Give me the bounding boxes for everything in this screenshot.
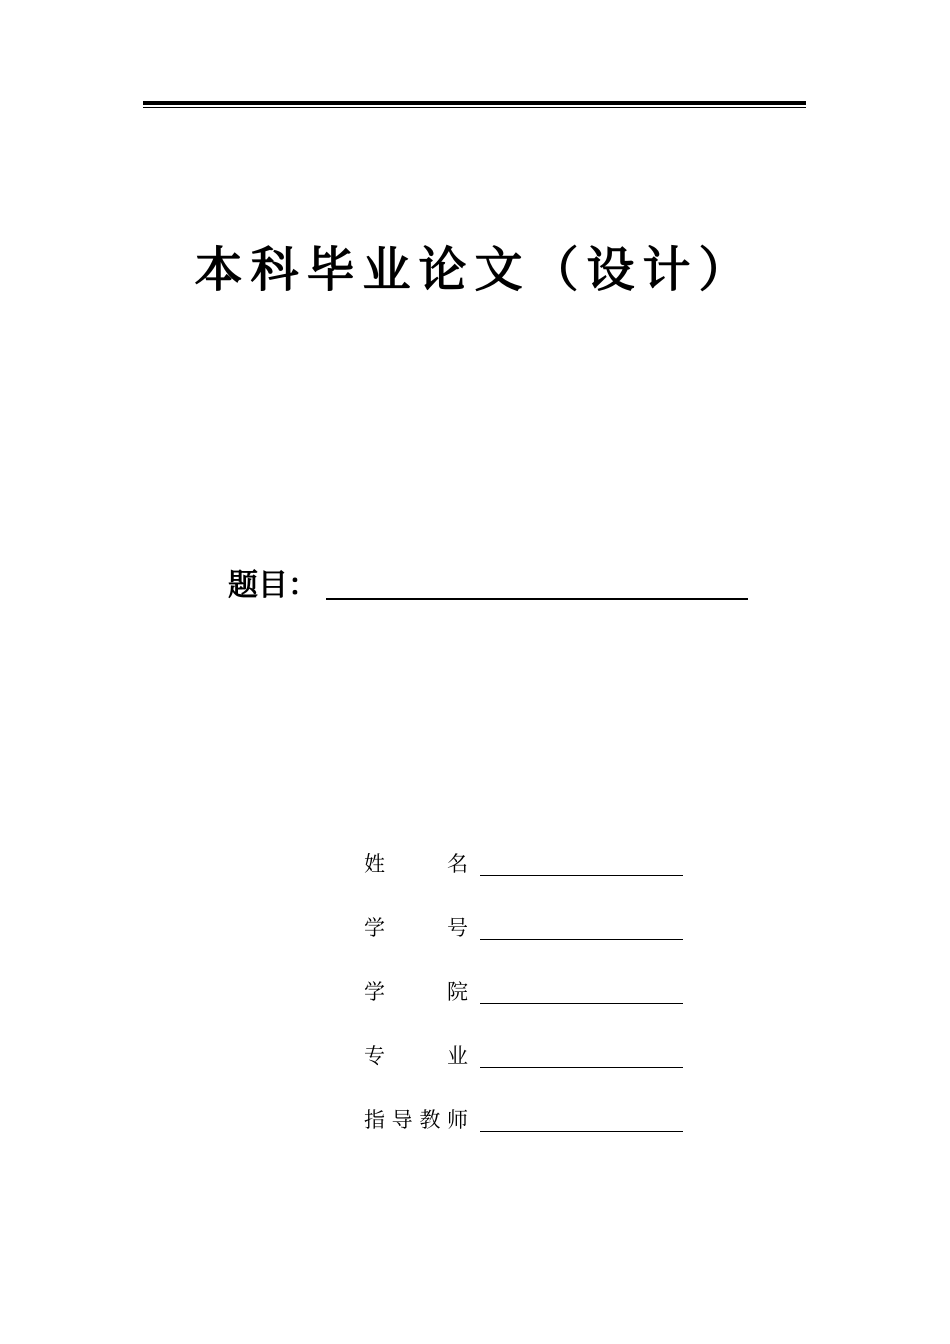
info-row-college [364, 972, 694, 1012]
header-rule-thin [143, 107, 806, 108]
topic-label: 题目： [228, 568, 318, 603]
info-blank-college[interactable] [480, 1003, 683, 1004]
info-row-advisor [364, 1100, 694, 1140]
info-label-major: 专业 [364, 1044, 468, 1068]
info-label-college: 学院 [364, 980, 468, 1004]
thesis-title: 本科毕业论文（设计） [194, 242, 755, 298]
info-row-student-id [364, 908, 694, 948]
info-label-student-id: 学号 [364, 916, 468, 940]
info-blank-student-id[interactable] [480, 939, 683, 940]
info-blank-name[interactable] [480, 875, 683, 876]
header-rule-thick [143, 101, 806, 105]
topic-blank-line[interactable] [326, 598, 748, 600]
topic-row [228, 558, 748, 608]
info-label-name: 姓名 [364, 852, 468, 876]
info-blank-advisor[interactable] [480, 1131, 683, 1132]
info-row-major [364, 1036, 694, 1076]
info-row-name [364, 844, 694, 884]
info-blank-major[interactable] [480, 1067, 683, 1068]
info-label-advisor: 指导教师 [364, 1108, 468, 1132]
